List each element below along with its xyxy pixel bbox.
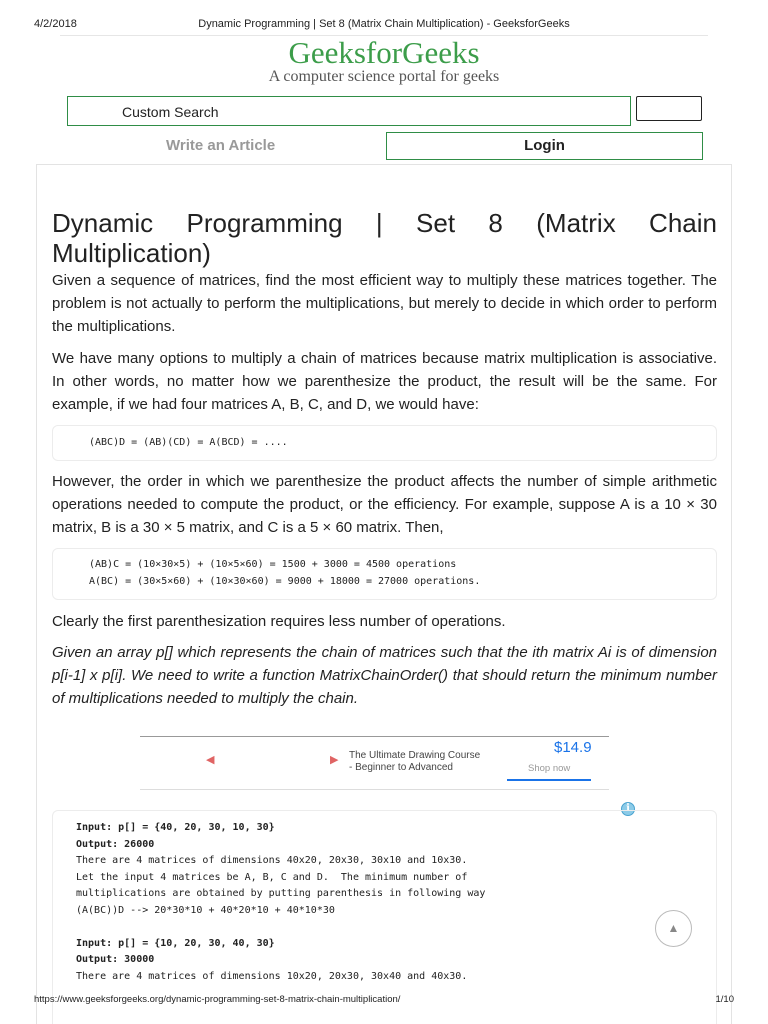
login-button[interactable]: Login [386, 132, 703, 160]
write-article-link[interactable]: Write an Article [166, 137, 276, 154]
print-title: Dynamic Programming | Set 8 (Matrix Chain Multiplication) - GeeksforGeeks [198, 18, 570, 30]
ad-text[interactable] [349, 750, 480, 774]
code-line: (AB)C = (10×30×5) + (10×5×60) = 1500 + 3000 = 4500 operations [89, 559, 457, 570]
shop-now-link[interactable]: Shop now [528, 763, 571, 774]
page-url: https://www.geeksforgeeks.org/dynamic-programming-set-8-matrix-chain-multiplication/ [34, 994, 401, 1005]
article-paragraph: Given a sequence of matrices, find the most efficient way to multiply these matrices together. The problem is not actually to perform the multiplications, but merely to decide in which order to perform the multiplications. [52, 272, 717, 335]
article-paragraph: However, the order in which we parenthesize the product affects the number of simple arithmetic operations needed to compute the product, or the efficiency. For example, suppose A is a 10 × 30 matrix, B is a 30 × 5 matrix, and C is a 5 × 60 matrix. Then, [52, 473, 717, 536]
code-line: (ABC)D = (AB)(CD) = A(BCD) = .... [89, 437, 288, 448]
chevron-left-icon[interactable]: ◀ [206, 754, 215, 766]
code-line: A(BC) = (30×5×60) + (10×30×60) = 9000 + 18000 = 27000 operations. [89, 576, 481, 587]
info-icon[interactable]: i [621, 802, 635, 816]
search-placeholder: Custom Search [122, 104, 219, 120]
code-line: There are 4 matrices of dimensions 10x20, 20x30, 30x40 and 40x30. [76, 970, 468, 982]
code-line [76, 919, 716, 936]
advertisement[interactable] [140, 736, 609, 790]
page-number: 1/10 [715, 994, 734, 1005]
ad-text-line: The Ultimate Drawing Course [349, 750, 481, 761]
site-tagline: A computer science portal for geeks [268, 68, 500, 85]
code-block [52, 548, 717, 600]
code-line: multiplications are obtained by putting parenthesis in following way [76, 888, 486, 899]
print-date: 4/2/2018 [34, 18, 77, 30]
code-block [52, 425, 717, 461]
code-line: Input: p[] = {40, 20, 30, 10, 30} [76, 822, 275, 833]
code-line: Output: 30000 [76, 954, 155, 965]
code-line: Output: 26000 [76, 838, 155, 850]
search-input[interactable] [67, 96, 631, 126]
shop-underline [507, 779, 591, 781]
ad-text-line: - Beginner to Advanced [349, 762, 453, 773]
site-brand [0, 37, 768, 85]
code-line: (A(BC))D --> 20*30*10 + 40*20*10 + 40*10*30 [76, 904, 335, 916]
code-line: There are 4 matrices of dimensions 40x20, 20x30, 30x10 and 10x30. [76, 855, 468, 866]
ad-price: $14.9 [554, 739, 592, 756]
site-logo[interactable]: GeeksforGeeks [288, 35, 480, 70]
search-button[interactable] [636, 96, 702, 121]
problem-statement: Given an array p[] which represents the chain of matrices such that the ith matrix Ai is of dimension p[i-1] x p[i]. We need to write a function MatrixChainOrder() that should return the minimum number of multiplications needed to multiply the chain. [52, 644, 717, 707]
code-line: Input: p[] = {10, 20, 30, 40, 30} [76, 937, 275, 949]
example-code-block [52, 810, 717, 1024]
chevron-up-icon: ▲ [667, 921, 680, 935]
scroll-to-top-button[interactable] [655, 910, 692, 947]
article-title: Dynamic Programming | Set 8 (Matrix Chain Multiplication) [52, 208, 717, 268]
article-paragraph: Clearly the first parenthesization requires less number of operations. [52, 613, 506, 630]
code-line: Let the input 4 matrices be A, B, C and D. The minimum number of [76, 871, 468, 883]
article-paragraph: We have many options to multiply a chain of matrices because matrix multiplication is associative. In other words, no matter how we parenthesize the product, the result will be the same. For example, if we had four matrices A, B, C, and D, we would have: [52, 350, 717, 413]
chevron-right-icon[interactable]: ▶ [330, 754, 339, 766]
